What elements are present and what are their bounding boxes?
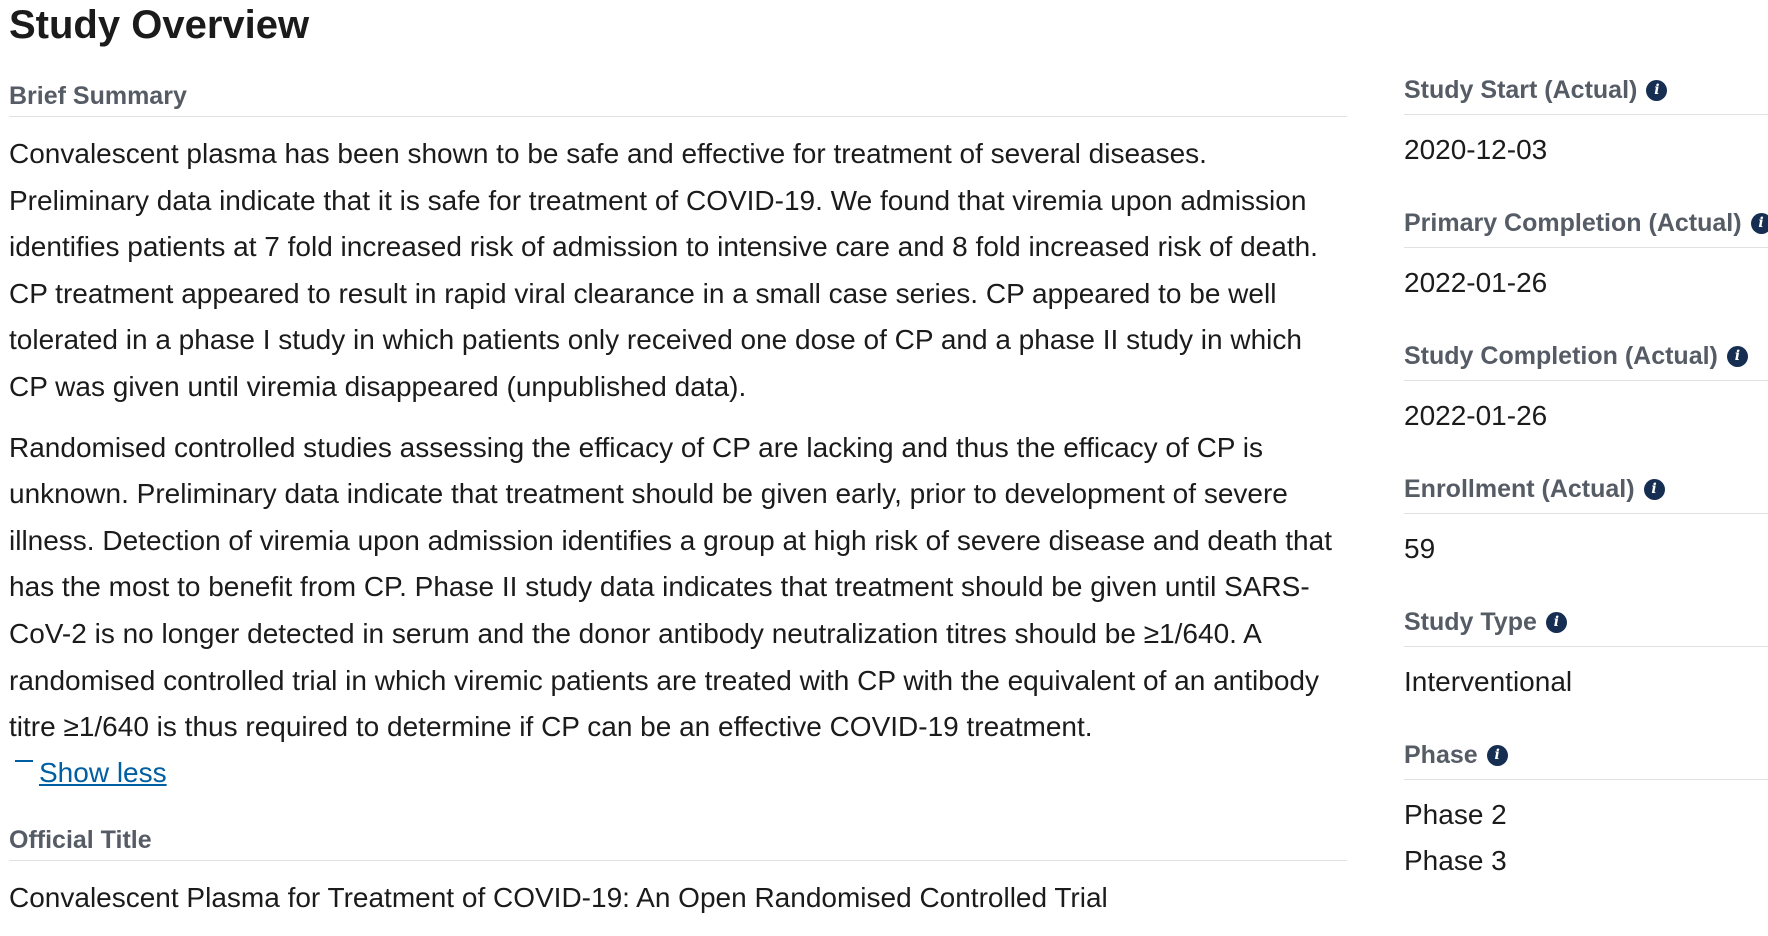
study-completion-value: 2022-01-26 <box>1404 400 1548 431</box>
info-icon[interactable]: i <box>1487 745 1508 766</box>
info-icon[interactable]: i <box>1644 479 1665 500</box>
fact-primary-completion <box>1404 199 1768 306</box>
study-start-label: Study Start (Actual) <box>1404 75 1638 104</box>
brief-summary-section <box>9 76 1347 798</box>
enrollment-label: Enrollment (Actual) <box>1404 474 1635 503</box>
official-title-value: Convalescent Plasma for Treatment of COVID-19: An Open Randomised Controlled Trial <box>9 881 1108 913</box>
study-type-label: Study Type <box>1404 607 1537 636</box>
info-icon[interactable]: i <box>1546 612 1567 633</box>
summary-paragraph-1: Convalescent plasma has been shown to be safe and effective for treatment of several diseases. Preliminary data indicate that it is safe for treatment of COVID-19. We found that viremia upon admission identifies patients at 7 fold increased risk of admission to intensive care and 8 fold increased risk of death. CP treatment appeared to result in rapid viral clearance in a small case series. CP appeared to be well tolerated in a phase I study in which patients only received one dose of CP and a phase II study in which CP was given until viremia disappeared (unpublished data). <box>9 138 1318 402</box>
info-icon[interactable]: i <box>1751 213 1768 234</box>
study-facts-sidebar <box>1404 66 1768 884</box>
official-title-label: Official Title <box>9 820 1347 861</box>
brief-summary-text <box>9 131 1347 751</box>
brief-summary-label: Brief Summary <box>9 76 1347 117</box>
phase-label: Phase <box>1404 740 1478 769</box>
phase-value: Phase 2 <box>1404 799 1507 830</box>
study-completion-label: Study Completion (Actual) <box>1404 341 1718 370</box>
main-content <box>9 76 1347 921</box>
study-start-value: 2020-12-03 <box>1404 134 1548 165</box>
show-less-toggle[interactable] <box>9 748 1347 798</box>
fact-study-type <box>1404 598 1768 705</box>
fact-phase <box>1404 731 1768 884</box>
summary-paragraph-2: Randomised controlled studies assessing the efficacy of CP are lacking and thus the efficacy of CP is unknown. Preliminary data indicate that treatment should be given early, prior to development of severe illness. Detection of viremia upon admission identifies a group at high risk of severe disease and death that has the most to benefit from CP. Phase II study data indicates that treatment should be given until SARS-CoV-2 is no longer detected in serum and the donor antibody neutralization titres should be ≥1/640. A randomised controlled trial in which viremic patients are treated with CP with the equivalent of an antibody titre ≥1/640 is thus required to determine if CP can be an effective COVID-19 treatment. <box>9 431 1332 743</box>
phase-value: Phase 3 <box>1404 845 1507 876</box>
fact-study-completion <box>1404 332 1768 439</box>
primary-completion-value: 2022-01-26 <box>1404 267 1548 298</box>
page-title: Study Overview <box>9 3 310 47</box>
minus-icon <box>15 760 33 762</box>
show-less-link[interactable]: Show less <box>39 756 167 788</box>
enrollment-value: 59 <box>1404 533 1436 564</box>
info-icon[interactable]: i <box>1646 80 1667 101</box>
study-type-value: Interventional <box>1404 666 1573 697</box>
fact-study-start <box>1404 66 1768 173</box>
primary-completion-label: Primary Completion (Actual) <box>1404 208 1742 237</box>
info-icon[interactable]: i <box>1727 346 1748 367</box>
official-title-section <box>9 820 1347 921</box>
fact-enrollment <box>1404 465 1768 572</box>
